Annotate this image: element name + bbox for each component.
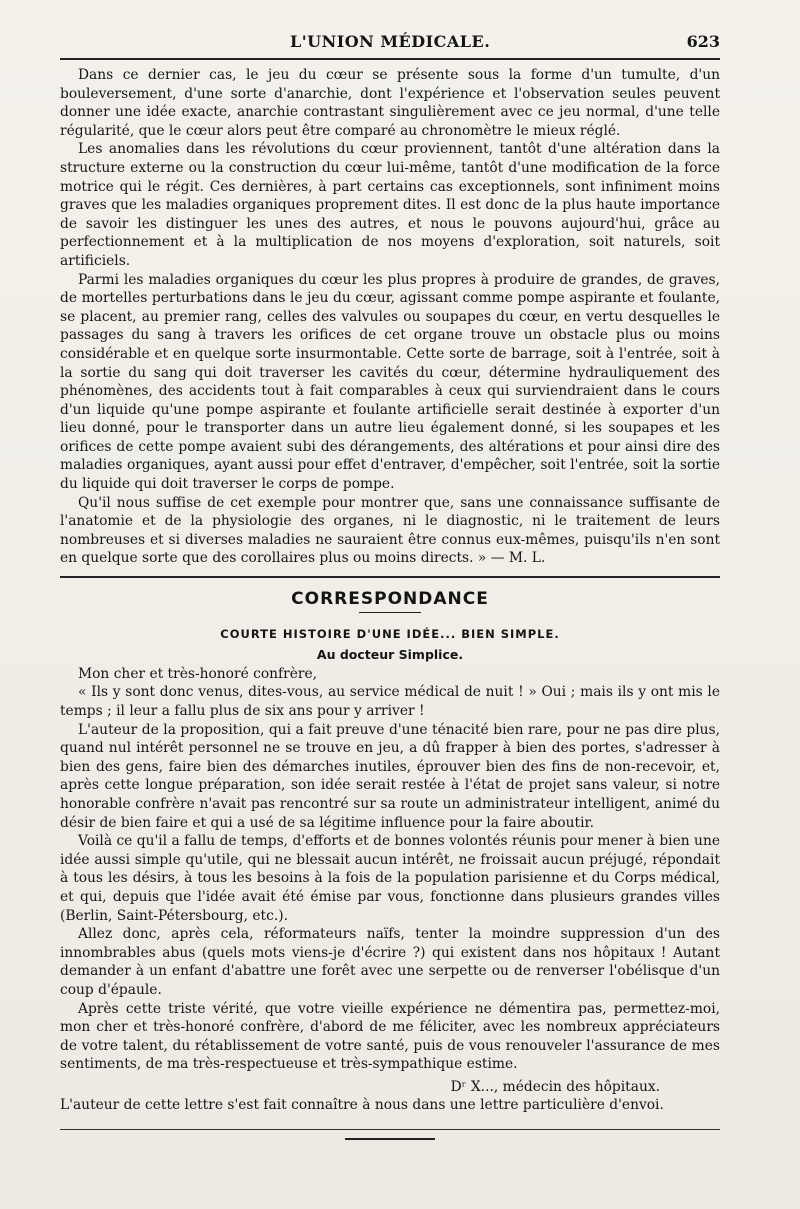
page-body (60, 66, 720, 1140)
letter-paragraph-4: Allez donc, après cela, réformateurs naïfs, tenter la moindre suppression d'un des innombrables abus (quels mots viens-je d'écrire ?) qui existent dans nos hôpitaux ! Autant demander à un enfant d'abattre une forêt avec une serpette ou de renverser l'obélisque d'un coup d'épaule. (60, 926, 720, 998)
section-divider (60, 576, 720, 578)
article-paragraph-1: Dans ce dernier cas, le jeu du cœur se présente sous la forme d'un tumulte, d'un bouleversement, d'une sorte d'anarchie, dont l'expérience et l'observation seules peuvent donner une idée exacte, anarchie contrastant singulièrement avec ce jeu normal, d'une telle régularité, que le cœur alors peut être comparé au chronomètre le mieux réglé. (60, 67, 720, 139)
title-underline (359, 612, 421, 613)
article-paragraph-4: Qu'il nous suffise de cet exemple pour montrer que, sans une connaissance suffisante de l'anatomie et de la physiologie des organes, ni le diagnostic, ni le traitement de leurs nombreuses et si diverses maladies ne sauraient être connus eux-mêmes, puisqu'ils n'en sont en quelque sorte que des corollaires plus ou moins directs. » — M. L. (60, 494, 720, 567)
header-rule (60, 58, 720, 60)
letter-addressee: Au docteur Simplice. (316, 647, 464, 663)
page-header (60, 32, 720, 56)
letter-paragraph-5: Après cette triste vérité, que votre vieille expérience ne démentira pas, permettez-moi, mon cher et très-honoré confrère, d'abord de me féliciter, avec les nombreux appréciateurs de votre talent, du rétablissement de votre santé, puis de vous renouveler l'assurance de mes sentiments, de ma très-respectueuse et très-sympathique estime. (60, 1000, 720, 1073)
editor-postscript: L'auteur de cette lettre s'est fait connaître à nous dans une lettre particulière d'envoi. (60, 1097, 664, 1114)
page-end-ornament (345, 1138, 435, 1140)
letter-subtitle: COURTE HISTOIRE D'UNE IDÉE... BIEN SIMPLE. (220, 626, 560, 641)
article-paragraph-2: Les anomalies dans les révolutions du cœur proviennent, tantôt d'une altération dans la structure externe ou la construction du cœur lui-même, tantôt d'une modification de la force motrice qui le régit. Ces dernières, à part certains cas exceptionnels, sont infiniment moins graves que les maladies organiques proprement dites. Il est donc de la plus haute importance de savoir les distinguer les unes des autres, et nous le pouvons aujourd'hui, grâce au perfectionnement et à la multiplication de nos moyens d'exploration, soit naturels, soit artificiels. (60, 141, 720, 269)
letter-paragraph-1: « Ils y sont donc venus, dites-vous, au service médical de nuit ! » Oui ; mais ils y ont mis le temps ; il leur a fallu plus de six ans pour y arriver ! (60, 684, 720, 719)
letter-signature: Dʳ X..., médecin des hôpitaux. (450, 1078, 660, 1095)
page-number: 623 (686, 32, 720, 51)
article-paragraph-3: Parmi les maladies organiques du cœur les plus propres à produire de grandes, de graves, de mortelles perturbations dans le jeu du cœur, agissant comme pompe aspirante et foulante, se placent, au premier rang, celles des valvules ou soupapes du cœur, en vertu desquelles le passages du sang à travers les orifices de cet organe trouve un obstacle plus ou moins considérable et en quelque sorte insurmontable. Cette sorte de barrage, soit à l'entrée, soit à la sortie du sang qui doit traverser les cavités du cœur, détermine hydrauliquement des phénomènes, des accidents tout à fait comparables à ceux qui surviendraient dans le cours d'un liquide qu'une pompe aspirante et foulante artificielle serait destinée à exporter d'un lieu donné, pour le transporter dans un autre lieu également donné, si les soupapes et les orifices de cette pompe avaient subi des dérangements, des altérations et pour ainsi dire des maladies organiques, ayant aussi pour effet d'entraver, d'empêcher, soit l'entrée, soit la sortie du liquide qui doit traverser le corps de pompe. (60, 271, 720, 493)
letter-paragraph-3: Voilà ce qu'il a fallu de temps, d'efforts et de bonnes volontés réunis pour mener à bien une idée aussi simple qu'utile, qui ne blessait aucun intérêt, ne froissait aucun préjugé, répondait à tous les désirs, à tous les besoins à la fois de la population parisienne et du Corps médical, et qui, depuis que l'idée avait été émise par vous, fonctionne dans plusieurs grandes villes (Berlin, Saint-Pétersbourg, etc.). (60, 833, 720, 924)
article-continuation (60, 66, 720, 568)
page-end-rule (60, 1129, 720, 1130)
section-title: CORRESPONDANCE (291, 589, 489, 610)
letter-salutation: Mon cher et très-honoré confrère, (78, 665, 318, 682)
journal-title: L'UNION MÉDICALE. (290, 32, 491, 51)
letter-paragraph-2: L'auteur de la proposition, qui a fait preuve d'une ténacité bien rare, pour ne pas dire plus, quand nul intérêt personnel ne se trouve en jeu, a dû frapper à bien des portes, s'adresser à bien des gens, faire bien des démarches inutiles, éprouver bien des fins de non-recevoir, et, après cette longue préparation, son idée serait restée à l'état de projet sans valeur, si notre honorable confrère n'avait pas rencontré sur sa route un administrateur intelligent, animé du désir de bien faire et qui a usé de sa légitime influence pour la faire aboutir. (60, 721, 720, 831)
correspondence-section (60, 590, 720, 1115)
